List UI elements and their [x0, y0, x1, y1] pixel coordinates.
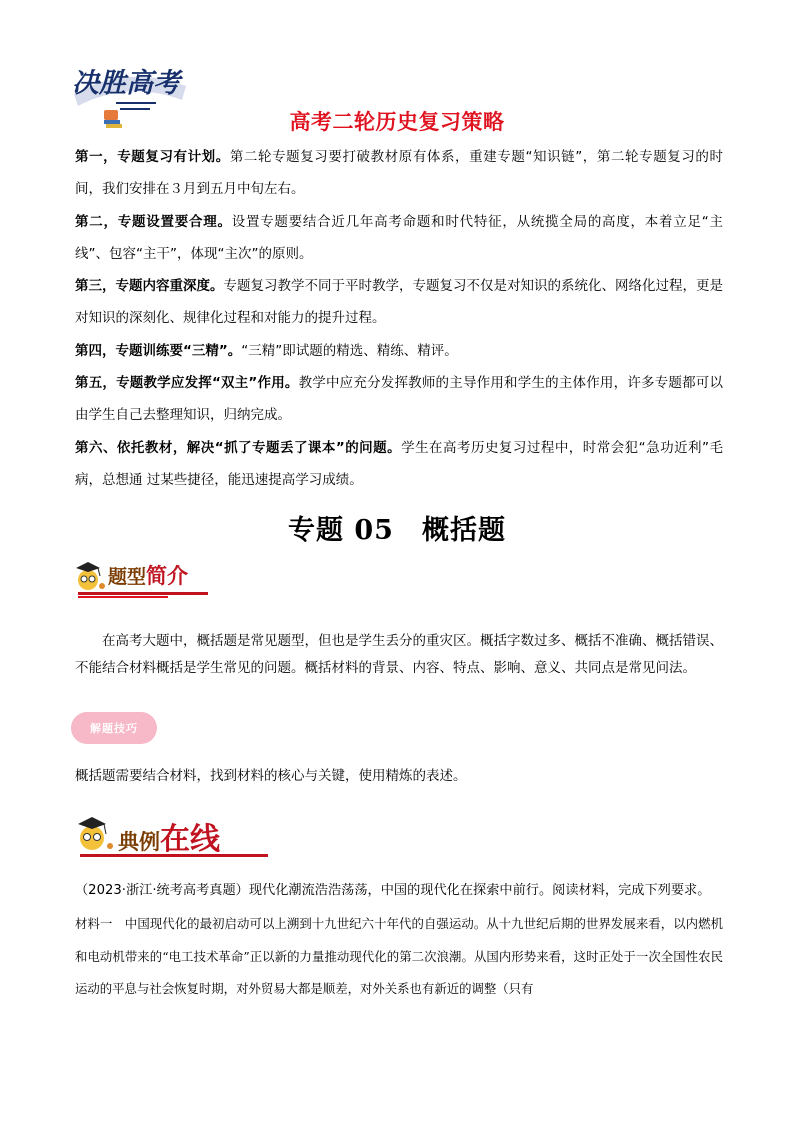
strategy-item [75, 367, 723, 432]
strategy-lead: 第四，专题训练要“三精”。 [75, 342, 242, 359]
strategy-lead: 第五，专题教学应发挥“双主”作用。 [75, 375, 299, 392]
strategy-lead: 第一，专题复习有计划。 [75, 149, 230, 165]
strategy-list [75, 141, 723, 496]
strategy-lead: 第三，专题内容重深度。 [75, 278, 224, 295]
intro-banner-label-2: 简介 [146, 563, 189, 588]
example-banner-label-1: 典例 [118, 829, 160, 854]
logo-text: 决胜高考 [72, 68, 180, 99]
strategy-text: 教学中应充分发挥教师的主导作用和学生的主体作用，许多专题都可以由学生自己去整理知识，归纳完成。 [75, 375, 723, 424]
strategy-lead: 第二，专题设置要合理。 [75, 213, 232, 230]
strategy-lead: 第六、依托教材，解决“抓了专题丢了课本”的问题。 [75, 439, 402, 456]
tips-text: 概括题需要结合材料，找到材料的核心与关键，使用精炼的表述。 [75, 768, 467, 784]
example-banner [72, 812, 272, 860]
strategy-item [75, 432, 723, 497]
example-banner-label-2: 在线 [160, 822, 220, 857]
intro-banner [72, 556, 212, 600]
strategy-text: 专题复习教学不同于平时教学，专题复习不仅是对知识的系统化、网络化过程，更是对知识的深刻化、规律化过程和对能力的提升过程。 [75, 278, 723, 327]
strategy-text: 第二轮专题复习要打破教材原有体系，重建专题“知识链”，第二轮专题复习的时间，我们安排在３月到五月中旬左右。 [75, 149, 723, 198]
tips-badge: 解题技巧 [71, 712, 157, 744]
strategy-item [75, 335, 723, 367]
document-title: 高考二轮历史复习策略 [289, 110, 505, 134]
strategy-item [75, 270, 723, 335]
topic-title: 专题 05 概括题 [288, 515, 506, 546]
example-material: 材料一 中国现代化的最初启动可以上溯到十九世纪六十年代的自强运动。从十九世纪后期的世界发展来看，以内燃机和电动机带来的“电工技术革命”正以新的力量推动现代化的第二次浪潮。从国内形势来看，这时正处于一次全国性农民运动的平息与社会恢复时期，对外贸易大都是顺差，对外关系也有新近的调整（只有 [75, 916, 723, 996]
intro-paragraph: 在高考大题中，概括题是常见题型，但也是学生丢分的重灾区。概括字数过多、概括不准确、概括错误、不能结合材料概括是学生常见的问题。概括材料的背景、内容、特点、影响、意义、共同点是常见问法。 [75, 633, 723, 676]
strategy-text: 设置专题要结合近几年高考命题和时代特征，从统揽全局的高度，本着立足“主线”、包容“主干”，体现“主次”的原则。 [75, 213, 724, 262]
strategy-item [75, 206, 723, 271]
intro-banner-label-1: 题型 [108, 566, 147, 588]
example-source: （2023·浙江·统考高考真题）现代化潮流浩浩荡荡，中国的现代化在探索中前行。阅读材料，完成下列要求。 [75, 883, 711, 898]
strategy-text: 学生在高考历史复习过程中，时常会犯“急功近利”毛病，总想通 过某些捷径，能迅速提高学习成绩。 [75, 439, 723, 488]
strategy-text: “三精”即试题的精选、精练、精评。 [241, 342, 458, 359]
strategy-item [75, 141, 723, 206]
